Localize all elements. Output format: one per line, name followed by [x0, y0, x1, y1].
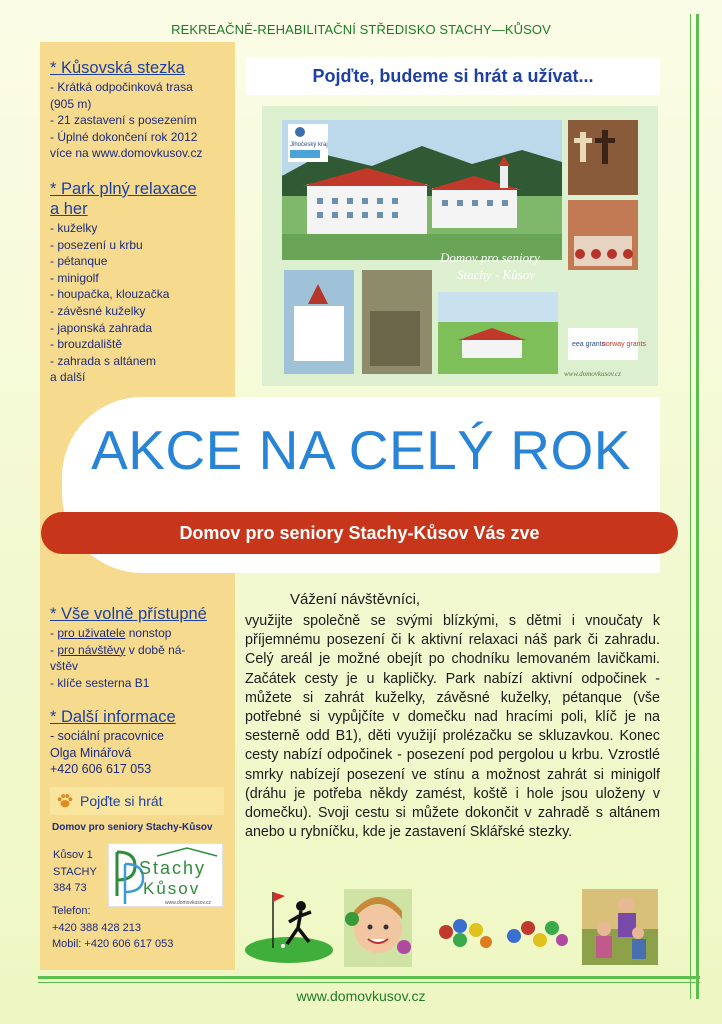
child-face-image [344, 889, 412, 967]
contact-label: Telefon: [52, 905, 91, 917]
photo-collage [262, 106, 658, 386]
frame-line-right-outer [696, 14, 699, 999]
photo-caption-line1: Domov pro seniory [440, 250, 540, 265]
trail-item: - Krátká odpočinková trasa [50, 80, 193, 94]
park-item: - japonská zahrada [50, 320, 153, 335]
address-line: STACHY [53, 865, 97, 878]
park-heading [50, 179, 232, 219]
invite-text: Pojďte, budeme si hrát a užívat... [312, 66, 594, 86]
sidebar-block-park [50, 179, 232, 386]
info-item: Olga Minářová [50, 745, 132, 760]
body-paragraph: využijte společně se svými blízkými, s dětmi i vnoučaty k příjemnému posezení či k aktivní relaxaci náš park či zahradu. Celý areál je možné obejít po chodníku lemovaném lavičkami. Začátek cesty je u kapličky. Park nabízí aktivní odpočinek - můžete si zahrát kuželky, závěsné kuželky, pétanque (vše potřebné si vypůjčíte v domečku nad hracími poli, klíč je na sesterně odd B1), děti využijí prolézačku se skluzavkou. Konec cesty nabízí odpočinek - posezení pod pergolou u krbu. Vzrostlé smrky nabízejí posezení ve stínu a možnost zahrát si minigolf (dráhu je potřeba někdy zamést, koště i hole jsou uloženy v domečku). Svoji cestu si můžete dokončit v zahradě s altánem anebo u rybníčku, kde je zastavení Sklářské stezky. [245, 613, 660, 841]
photo-caption-line2: Stachy - Kůsov [457, 267, 535, 282]
logo-graphic [109, 844, 224, 908]
stachy-kusov-logo [108, 843, 223, 907]
collage-graphic [262, 106, 658, 386]
photo-url: www.domovkusov.cz [564, 370, 621, 378]
main-title: AKCE NA CELÝ ROK [91, 419, 631, 481]
info-heading: * Další informace [50, 708, 176, 726]
park-item: - kuželky [50, 221, 98, 235]
frame-line-right-inner [690, 14, 691, 999]
address-line: Kůsov 1 [53, 849, 93, 861]
access-item-visits-rest: v době ná- [125, 642, 186, 657]
frame-line-bottom-inner [38, 982, 700, 983]
logo-url: www.domovkusov.cz [165, 900, 212, 906]
invitation-text: Domov pro seniory Stachy-Kůsov Vás zve [179, 523, 540, 543]
access-item-visits-cont: vštěv [50, 659, 79, 674]
trail-item: (905 m) [50, 96, 92, 111]
park-heading-line2: a her [50, 200, 88, 218]
invitation-banner [41, 512, 678, 554]
park-item: - minigolf [50, 270, 99, 285]
access-item-keys: - klíče sesterna B1 [50, 675, 150, 690]
greeting: Vážení návštěvníci, [290, 591, 421, 608]
sidebar-block-trail [50, 58, 232, 162]
trail-website-link[interactable]: více na www.domovkusov.cz [50, 146, 203, 161]
address [53, 847, 97, 897]
park-item: - zahrada s altánem [50, 353, 157, 368]
golf-player-image [243, 886, 335, 964]
users-link[interactable]: pro uživatele [57, 626, 126, 640]
invite-banner [246, 57, 660, 95]
region-label: Jihočeský kraj [290, 142, 328, 148]
play-label-box [50, 787, 224, 815]
family-photo-image [582, 889, 658, 965]
paw-icon [56, 792, 74, 810]
park-item: a další [50, 370, 86, 385]
access-item-visits: - pro návštěvy v době ná- [50, 642, 186, 657]
contact-phone: +420 388 428 213 [52, 921, 142, 934]
park-item: - posezení u krbu [50, 237, 143, 252]
access-heading: * Vše volně přístupné [50, 605, 207, 623]
petanque-balls-image-2 [504, 916, 570, 952]
contact [52, 903, 173, 953]
logo-word-1: Stachy [139, 858, 207, 878]
grants-label-2: norway grants [602, 341, 646, 348]
contact-mobile: Mobil: +420 606 617 053 [52, 938, 174, 950]
page-header-title: REKREAČNĚ-REHABILITAČNÍ STŘEDISKO STACHY—KŮSOV [171, 22, 551, 37]
play-label: Pojďte si hrát [80, 793, 163, 809]
sidebar-block-info [50, 707, 232, 778]
frame-line-bottom-outer [38, 976, 700, 979]
logo-word-2: Kůsov [143, 879, 201, 898]
park-item: - brouzdaliště [50, 337, 123, 352]
trail-item: - 21 zastavení s posezením [50, 113, 197, 128]
park-item: - závěsné kuželky [50, 303, 146, 318]
sidebar-block-access [50, 604, 232, 691]
footer-website-link[interactable]: www.domovkusov.cz [296, 988, 426, 1004]
info-phone: +420 606 617 053 [50, 762, 152, 777]
park-item: - houpačka, klouzačka [50, 287, 170, 302]
trail-item: - Úplné dokončení rok 2012 [50, 129, 198, 144]
info-item: - sociální pracovnice [50, 729, 164, 743]
address-line: 384 73 [53, 882, 87, 894]
trail-heading: * Kůsovská stezka [50, 59, 185, 77]
grants-label-1: eea grants [572, 341, 606, 348]
petanque-balls-image [436, 916, 496, 952]
park-heading-line1: * Park plný relaxace [50, 180, 197, 198]
park-item: - pétanque [50, 254, 108, 269]
access-item-users: - pro uživatele nonstop [50, 626, 172, 640]
org-name: Domov pro seniory Stachy-Kůsov [52, 822, 213, 833]
access-item-users-rest: nonstop [125, 626, 172, 640]
visits-link[interactable]: pro návštěvy [57, 642, 126, 657]
